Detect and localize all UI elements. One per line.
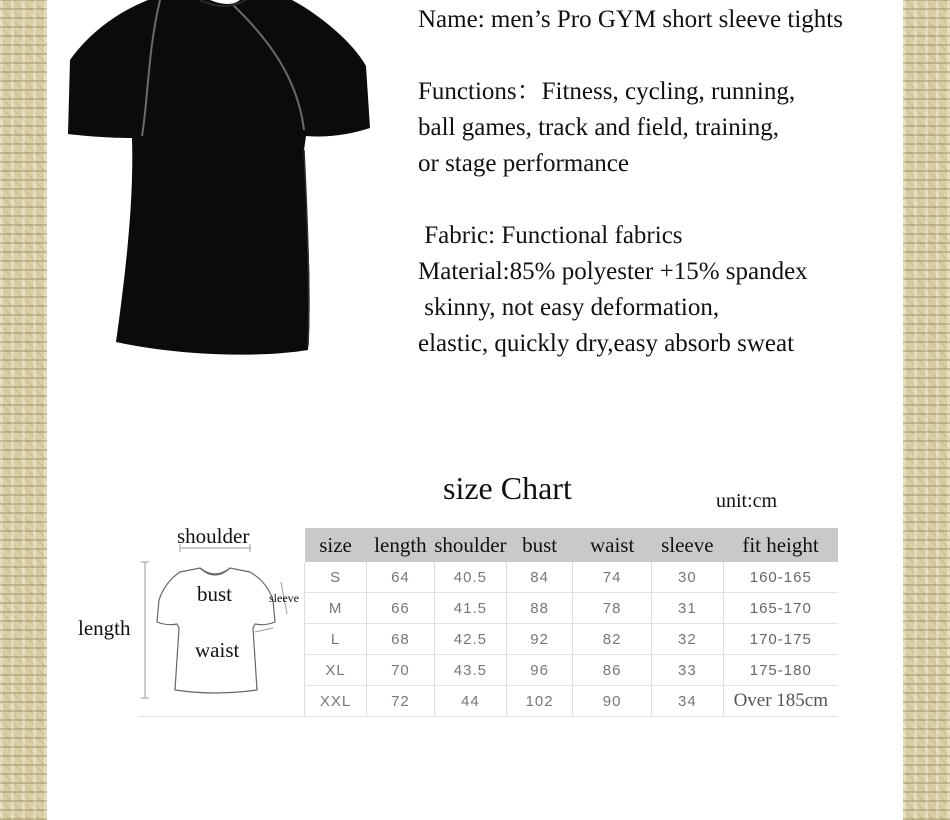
cell-sleeve: 33 [652,655,723,686]
cell-sleeve: 30 [652,562,723,593]
cell-length: 64 [367,562,435,593]
material-line-3: elastic, quickly dry,easy absorb sweat [418,330,795,357]
product-name: Name: men’s Pro GYM short sleeve tights [418,6,843,33]
table-row [305,624,839,655]
sleeve-label: sleeve [269,591,299,605]
functions-line-1: Functions：Fitness, cycling, running, [418,78,796,105]
cell-waist: 86 [573,655,652,686]
cell-shoulder: 40.5 [434,562,506,593]
left-border-texture [0,0,47,820]
cell-size: M [305,593,367,624]
cell-bust: 88 [507,593,573,624]
cell-sleeve: 34 [652,686,723,717]
right-border-texture [903,0,950,820]
header-size: size [305,528,367,562]
functions-line-2: ball games, track and field, training, [418,114,779,141]
header-bust: bust [507,528,573,562]
cell-length: 66 [367,593,435,624]
product-description [418,2,903,362]
cell-waist: 90 [573,686,652,717]
header-sleeve: sleeve [652,528,723,562]
material-line-1: Material:85% polyester +15% spandex [418,258,808,285]
product-photo-shirt [60,0,380,360]
header-shoulder: shoulder [434,528,506,562]
cell-shoulder: 44 [434,686,506,717]
bust-label: bust [197,582,233,606]
cell-sleeve: 32 [652,624,723,655]
cell-waist: 78 [573,593,652,624]
cell-size: XXL [305,686,367,717]
cell-sleeve: 31 [652,593,723,624]
size-chart-title: size Chart [443,470,572,506]
shoulder-label: shoulder [177,524,250,548]
size-table [304,528,838,717]
cell-shoulder: 43.5 [434,655,506,686]
table-bottom-rule [138,716,838,717]
cell-length: 72 [367,686,435,717]
cell-length: 68 [367,624,435,655]
table-header-row [305,528,839,562]
cell-waist: 74 [573,562,652,593]
cell-shoulder: 42.5 [434,624,506,655]
cell-size: XL [305,655,367,686]
length-label: length [78,616,131,640]
unit-label: unit:cm [716,490,778,512]
header-fit-height: fit height [723,528,838,562]
functions-line-3: or stage performance [418,150,629,177]
cell-bust: 92 [507,624,573,655]
header-length: length [367,528,435,562]
cell-fit-height: 165-170 [723,593,838,624]
cell-fit-height: 170-175 [723,624,838,655]
table-row [305,655,839,686]
cell-waist: 82 [573,624,652,655]
cell-shoulder: 41.5 [434,593,506,624]
waist-label: waist [195,638,240,662]
cell-size: L [305,624,367,655]
material-line-2: skinny, not easy deformation, [418,294,720,321]
fabric-line: Fabric: Functional fabrics [418,222,683,249]
measurement-diagram [75,520,305,720]
cell-fit-height: Over 185cm [723,686,838,717]
cell-length: 70 [367,655,435,686]
cell-fit-height: 160-165 [723,562,838,593]
cell-size: S [305,562,367,593]
cell-bust: 84 [507,562,573,593]
cell-fit-height: 175-180 [723,655,838,686]
table-row [305,562,839,593]
table-row [305,686,839,717]
table-row [305,593,839,624]
header-waist: waist [573,528,652,562]
cell-bust: 96 [507,655,573,686]
cell-bust: 102 [507,686,573,717]
